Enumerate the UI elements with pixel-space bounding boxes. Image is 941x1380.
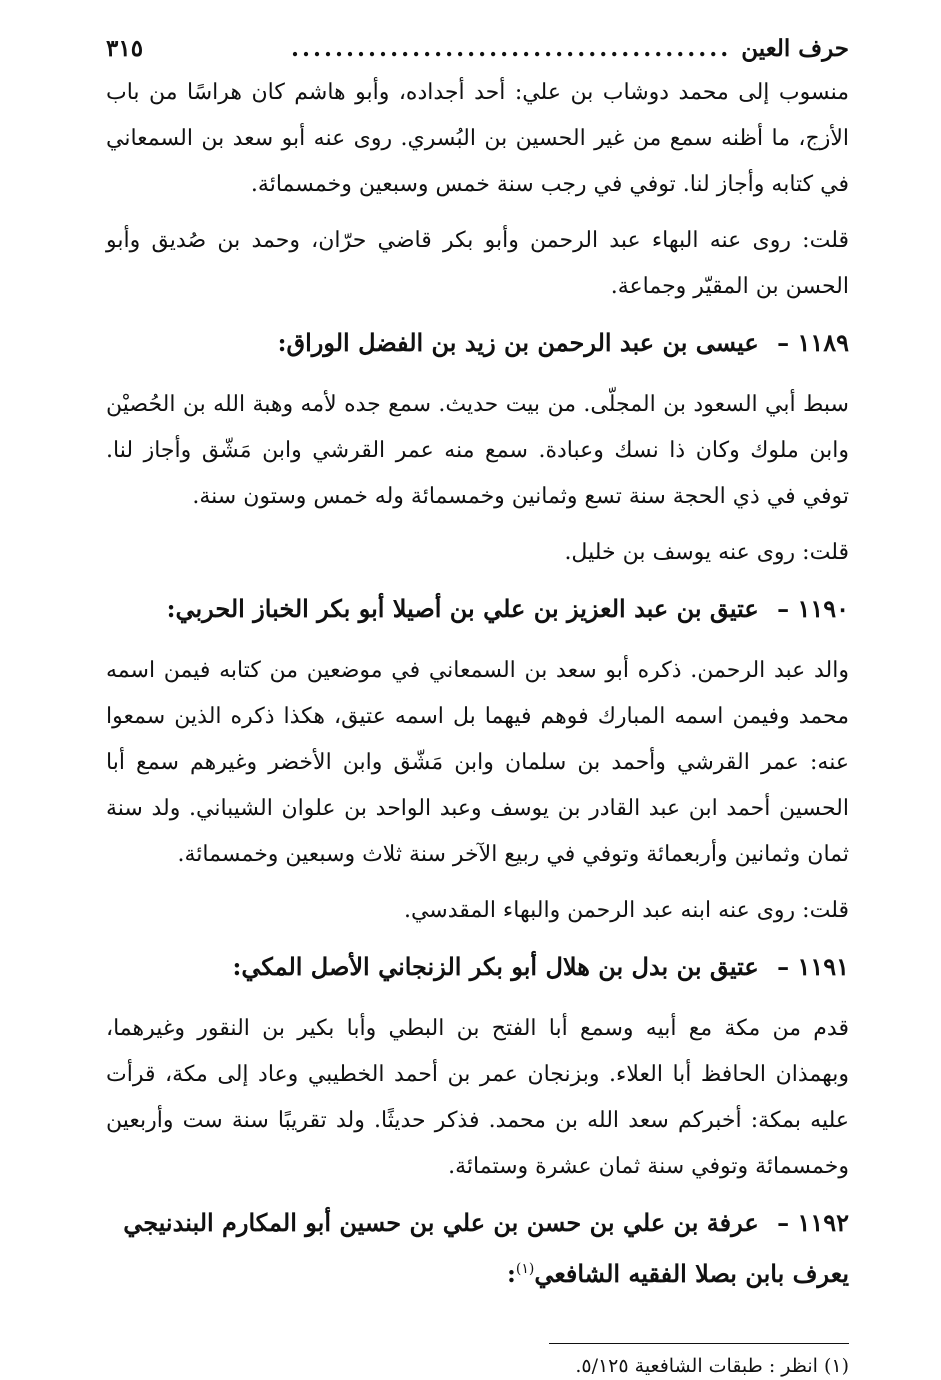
- entry-number: ١١٩٢ –: [777, 1208, 849, 1237]
- chapter-title: حرف العين: [741, 34, 849, 62]
- note-paragraph: قلت: روى عنه البهاء عبد الرحمن وأبو بكر قاضي حرّان، وحمد بن صُديق وأبو الحسن بن المقيّر وجماعة.: [106, 228, 849, 299]
- entry-title: عرفة بن علي بن حسن بن علي بن حسين أبو المكارم البندنيجي يعرف بابن بصلا الفقيه الشافعي: [123, 1208, 849, 1288]
- entry-heading-1191: [106, 944, 849, 990]
- footnote: (١) انظر : طبقات الشافعية ٥/١٢٥.: [575, 1355, 849, 1377]
- running-header: [106, 28, 849, 68]
- entry-title-tail: :: [506, 1259, 516, 1288]
- entry-title: عيسى بن عبد الرحمن بن زيد بن الفضل الوراق:: [277, 328, 759, 357]
- paragraph: منسوب إلى محمد دوشاب بن علي: أحد أجداده، وأبو هاشم كان هراسًا من باب الأزج، ما أظنه سمع من غير الحسين بن البُسري. روى عنه أبو سعد بن السمعاني في كتابه وأجاز لنا. توفي في رجب سنة خمس وسبعين وخمسمائة.: [106, 80, 849, 197]
- entry-number: ١١٩٠ –: [777, 594, 849, 623]
- entry-number: ١١٩١ –: [777, 952, 849, 981]
- entry-title: عتيق بن عبد العزيز بن علي بن أصيلا أبو بكر الخباز الحربي:: [166, 594, 759, 623]
- paragraph: قدم من مكة مع أبيه وسمع أبا الفتح بن البطي وأبا بكير بن النقور وغيرهما، وبهمذان الحافظ أبا العلاء. وبزنجان عمر بن أحمد الخطيبي وعاد إلى مكة، قرأت عليه بمكة: أخبركم سعد الله بن محمد. فذكر حديثًا. ولد تقريبًا سنة ست وأربعين وخمسمائة وتوفي سنة ثمان عشرة وستمائة.: [106, 1016, 849, 1179]
- page-number: ٣١٥: [106, 34, 144, 62]
- entry-title: عتيق بن بدل بن هلال أبو بكر الزنجاني الأصل المكي:: [232, 952, 759, 981]
- footnote-marker[interactable]: (١): [515, 1261, 535, 1277]
- entry-number: ١١٨٩ –: [777, 328, 849, 357]
- paragraph: والد عبد الرحمن. ذكره أبو سعد بن السمعاني في موضعين من كتابه فيمن اسمه محمد وفيمن اسمه المبارك فوهم فيهما بل اسمه عتيق، هكذا ذكره الذين سمعوا عنه: عمر القرشي وأحمد بن سلمان وابن مَشّق وابن الأخضر وغيرهم سمع أبا الحسين أحمد ابن عبد القادر بن يوسف وعبد الواحد بن علوان الشيباني. ولد سنة ثمان وثمانين وأربعمائة وتوفي في ربيع الآخر سنة ثلاث وسبعين وخمسمائة.: [106, 658, 849, 867]
- entry-heading-1192: [106, 1200, 849, 1297]
- note-paragraph: قلت: روى عنه يوسف بن خليل.: [564, 540, 849, 565]
- entry-heading-1189: [106, 320, 849, 366]
- leader-dots: ........................................: [291, 34, 732, 62]
- footnote-divider: [549, 1343, 849, 1344]
- note-paragraph: قلت: روى عنه ابنه عبد الرحمن والبهاء المقدسي.: [403, 898, 849, 923]
- paragraph: سبط أبي السعود بن المجلّى. من بيت حديث. سمع جده لأمه وهبة الله بن الحُصيْن وابن ملوك وكان ذا نسك وعبادة. سمع منه عمر القرشي وابن مَشّق وأجاز لنا. توفي في ذي الحجة سنة تسع وثمانين وخمسمائة وله خمس وستون سنة.: [106, 392, 849, 509]
- entry-heading-1190: [106, 586, 849, 632]
